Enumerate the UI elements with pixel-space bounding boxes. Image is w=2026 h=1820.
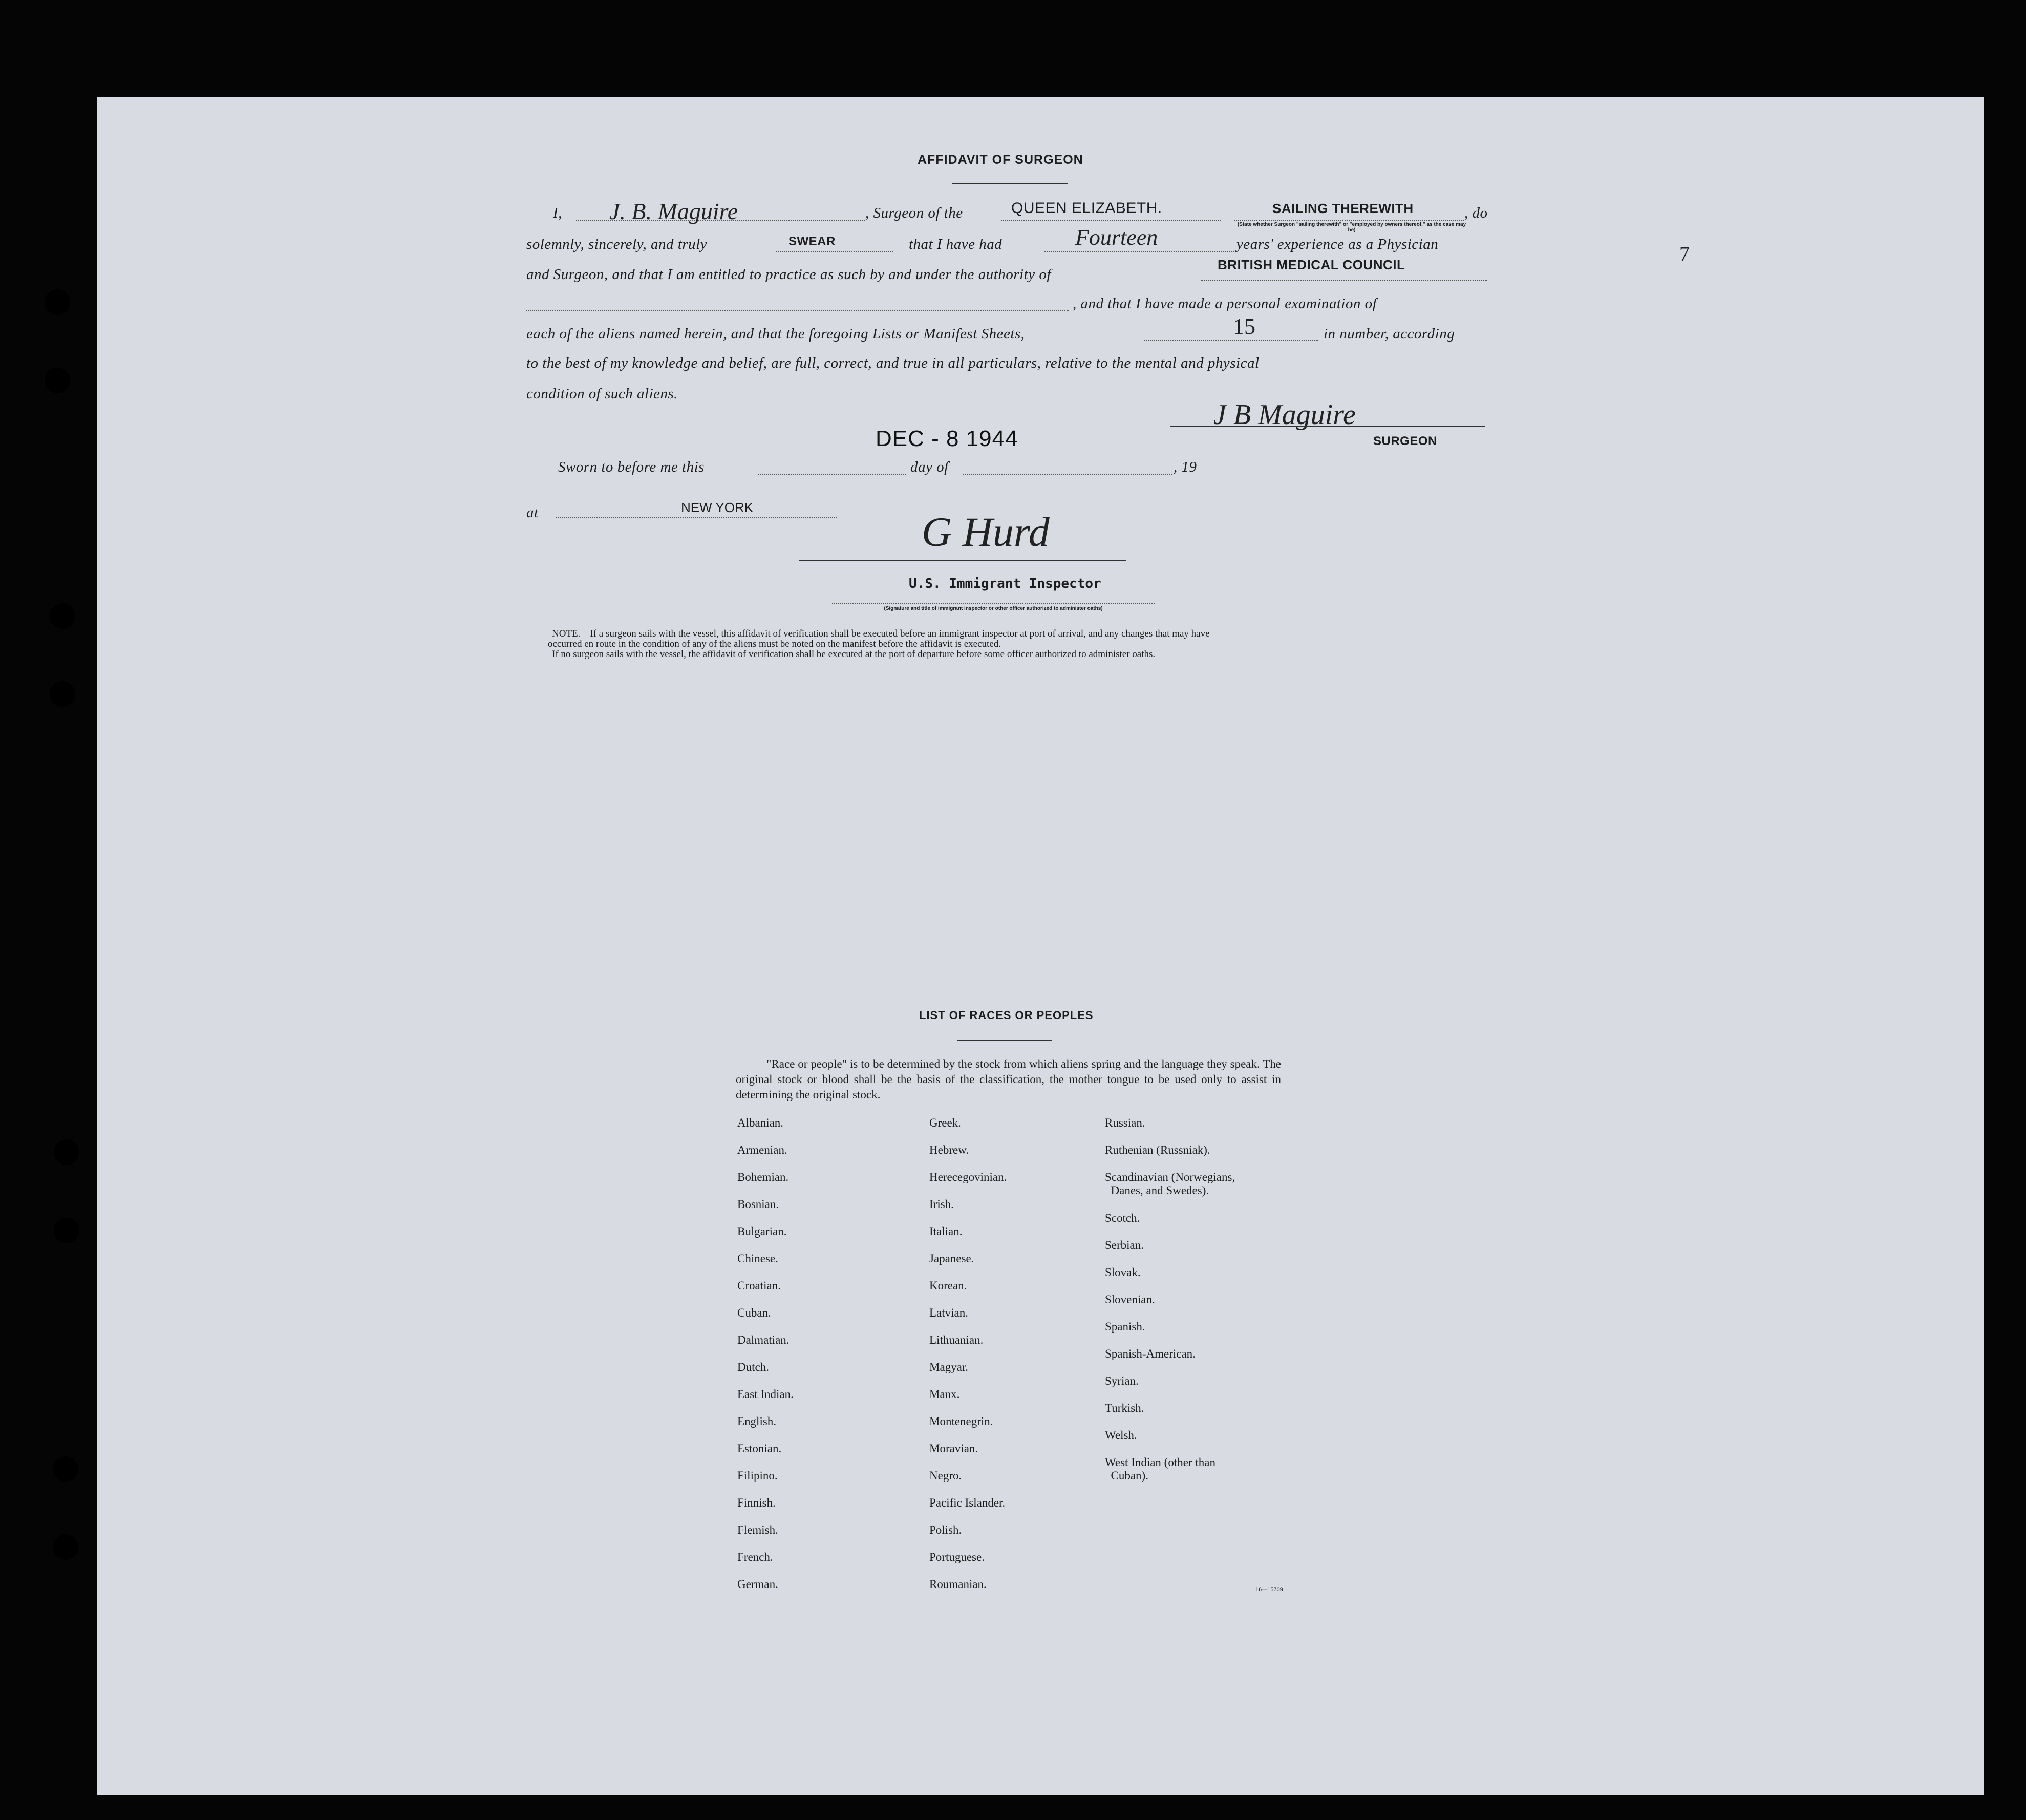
race-item: Roumanian. <box>929 1578 987 1591</box>
blank-line <box>1001 220 1221 221</box>
oath-word: SWEAR <box>788 235 836 248</box>
race-item: Armenian. <box>737 1144 787 1156</box>
races-column-1 <box>737 1116 794 1605</box>
races-column-3 <box>1105 1116 1235 1497</box>
binder-hole <box>53 1534 78 1560</box>
document-page <box>97 97 1984 1795</box>
blank-line <box>776 251 893 252</box>
binder-hole <box>50 603 75 629</box>
surgeon-label: SURGEON <box>1373 434 1437 448</box>
ship-name: QUEEN ELIZABETH. <box>1011 200 1162 217</box>
race-item: Bulgarian. <box>737 1225 787 1238</box>
place: NEW YORK <box>681 500 754 515</box>
races-column-2 <box>929 1116 1007 1605</box>
race-item: Ruthenian (Russniak). <box>1105 1144 1210 1156</box>
title-rule <box>952 183 1068 184</box>
race-item: English. <box>737 1415 777 1428</box>
race-item: Bohemian. <box>737 1171 789 1183</box>
race-item: Slovak. <box>1105 1266 1141 1279</box>
race-item: Lithuanian. <box>929 1334 984 1346</box>
race-item: Latvian. <box>929 1306 968 1319</box>
note-line-1: NOTE.—If a surgeon sails with the vessel, this affidavit of verification shall be executed before an immigrant inspector at port of arrival, and any changes that may have <box>552 628 1210 639</box>
blank-line <box>1234 220 1464 221</box>
affidavit-title: AFFIDAVIT OF SURGEON <box>918 153 1083 167</box>
race-item: Flemish. <box>737 1523 778 1536</box>
race-item: Serbian. <box>1105 1239 1144 1252</box>
race-item: Dalmatian. <box>737 1334 790 1346</box>
affidavit-text: and Surgeon, and that I am entitled to practice as such by and under the authority of <box>526 266 1051 283</box>
blank-line <box>526 310 1069 311</box>
race-item: Manx. <box>929 1388 960 1401</box>
race-item: Moravian. <box>929 1442 978 1455</box>
affidavit-text: solemnly, sincerely, and truly <box>526 236 708 252</box>
race-item: Dutch. <box>737 1361 769 1373</box>
races-intro: "Race or people" is to be determined by the stock from which aliens spring and the language they speak. The original stock or blood shall be the basis of the classification, the mother tongue to be used only to assist in determining the original stock. <box>736 1057 1281 1101</box>
affidavit-text: , 19 <box>1174 459 1197 475</box>
race-item: Bosnian. <box>737 1198 779 1211</box>
affidavit-text: , Surgeon of the <box>865 205 963 221</box>
blank-line <box>1201 280 1487 281</box>
affidavit-text: each of the aliens named herein, and that the foregoing Lists or Manifest Sheets, <box>526 326 1025 342</box>
race-item: Finnish. <box>737 1496 776 1509</box>
affidavit-text: , and that I have made a personal examination of <box>1073 295 1377 312</box>
sheets-count-handwritten: 15 <box>1233 314 1255 339</box>
date-stamp: DEC - 8 1944 <box>876 426 1018 451</box>
race-item: Pacific Islander. <box>929 1496 1006 1509</box>
race-item: Japanese. <box>929 1252 974 1265</box>
years-handwritten: Fourteen <box>1075 225 1158 250</box>
race-item: Croatian. <box>737 1279 781 1292</box>
race-item: Chinese. <box>737 1252 778 1265</box>
inspector-label: U.S. Immigrant Inspector <box>909 576 1101 591</box>
binder-hole <box>54 1139 79 1165</box>
race-item: Welsh. <box>1105 1429 1137 1442</box>
race-item: Italian. <box>929 1225 963 1238</box>
race-item: Portuguese. <box>929 1551 985 1563</box>
race-item: Herecegovinian. <box>929 1171 1007 1183</box>
race-item: Turkish. <box>1105 1402 1144 1414</box>
binder-hole <box>45 368 70 393</box>
affidavit-text: that I have had <box>909 236 1003 252</box>
affidavit-text: to the best of my knowledge and belief, are full, correct, and true in all particulars, relative to the mental and physical <box>526 355 1260 371</box>
affidavit-text: condition of such aliens. <box>526 386 678 402</box>
race-item: French. <box>737 1551 773 1563</box>
affidavit-text: day of <box>910 459 949 475</box>
form-code: 16—15709 <box>1255 1586 1283 1593</box>
note-line-3: If no surgeon sails with the vessel, the affidavit of verification shall be executed at the port of departure before some officer authorized to administer oaths. <box>552 649 1156 660</box>
sailing-hint: (State whether Surgeon "sailing therewith" or "employed by owners thereof," as the case may be) <box>1237 222 1466 233</box>
race-item: Magyar. <box>929 1361 969 1373</box>
binder-hole <box>45 289 70 315</box>
race-item: Hebrew. <box>929 1144 969 1156</box>
races-title-rule <box>957 1040 1052 1041</box>
race-item: Russian. <box>1105 1116 1145 1129</box>
race-item: Polish. <box>929 1523 962 1536</box>
inspector-signature: G Hurd <box>922 509 1050 555</box>
race-item: Spanish. <box>1105 1320 1145 1333</box>
blank-line <box>1144 340 1318 341</box>
race-item: East Indian. <box>737 1388 794 1401</box>
note-line-2: occurred en route in the condition of any of the aliens must be noted on the manifest before the affidavit is executed. <box>548 639 1001 649</box>
race-item: West Indian (other than Cuban). <box>1105 1456 1215 1482</box>
inspector-signature-line <box>799 560 1126 561</box>
affidavit-text: Sworn to before me this <box>558 459 705 475</box>
affidavit-text: , do <box>1464 205 1488 221</box>
surgeon-name-handwritten: J. B. Maguire <box>609 198 738 224</box>
authority: BRITISH MEDICAL COUNCIL <box>1218 257 1405 272</box>
race-item: Cuban. <box>737 1306 771 1319</box>
race-item: Scotch. <box>1105 1212 1140 1224</box>
race-item: Syrian. <box>1105 1374 1139 1387</box>
blank-line <box>963 474 1172 475</box>
race-item: Spanish-American. <box>1105 1347 1196 1360</box>
binder-hole <box>50 681 75 707</box>
blank-line <box>758 474 906 475</box>
signature-line <box>1170 426 1485 427</box>
race-item: Scandinavian (Norwegians, Danes, and Swedes). <box>1105 1171 1235 1197</box>
race-item: Korean. <box>929 1279 967 1292</box>
margin-number: 7 <box>1679 242 1690 265</box>
affidavit-text: in number, according <box>1324 326 1455 342</box>
race-item: German. <box>737 1578 778 1591</box>
race-item: Montenegrin. <box>929 1415 993 1428</box>
race-item: Filipino. <box>737 1469 778 1482</box>
affidavit-text: years' experience as a Physician <box>1236 236 1439 252</box>
race-item: Estonian. <box>737 1442 782 1455</box>
races-title: LIST OF RACES OR PEOPLES <box>919 1009 1094 1022</box>
surgeon-signature: J B Maguire <box>1213 399 1356 431</box>
race-item: Irish. <box>929 1198 954 1211</box>
affidavit-text: I, <box>553 205 562 221</box>
blank-line <box>556 517 837 518</box>
race-item: Albanian. <box>737 1116 784 1129</box>
inspector-hint: (Signature and title of immigrant inspector or other officer authorized to administer oaths) <box>884 606 1103 611</box>
blank-line <box>1044 251 1234 252</box>
binder-hole <box>54 1218 79 1243</box>
blank-line <box>832 603 1155 604</box>
race-item: Slovenian. <box>1105 1293 1155 1306</box>
race-item: Negro. <box>929 1469 962 1482</box>
race-item: Greek. <box>929 1116 961 1129</box>
affidavit-text: at <box>526 504 539 521</box>
sailing-status: SAILING THEREWITH <box>1272 201 1414 216</box>
binder-hole <box>53 1456 78 1482</box>
